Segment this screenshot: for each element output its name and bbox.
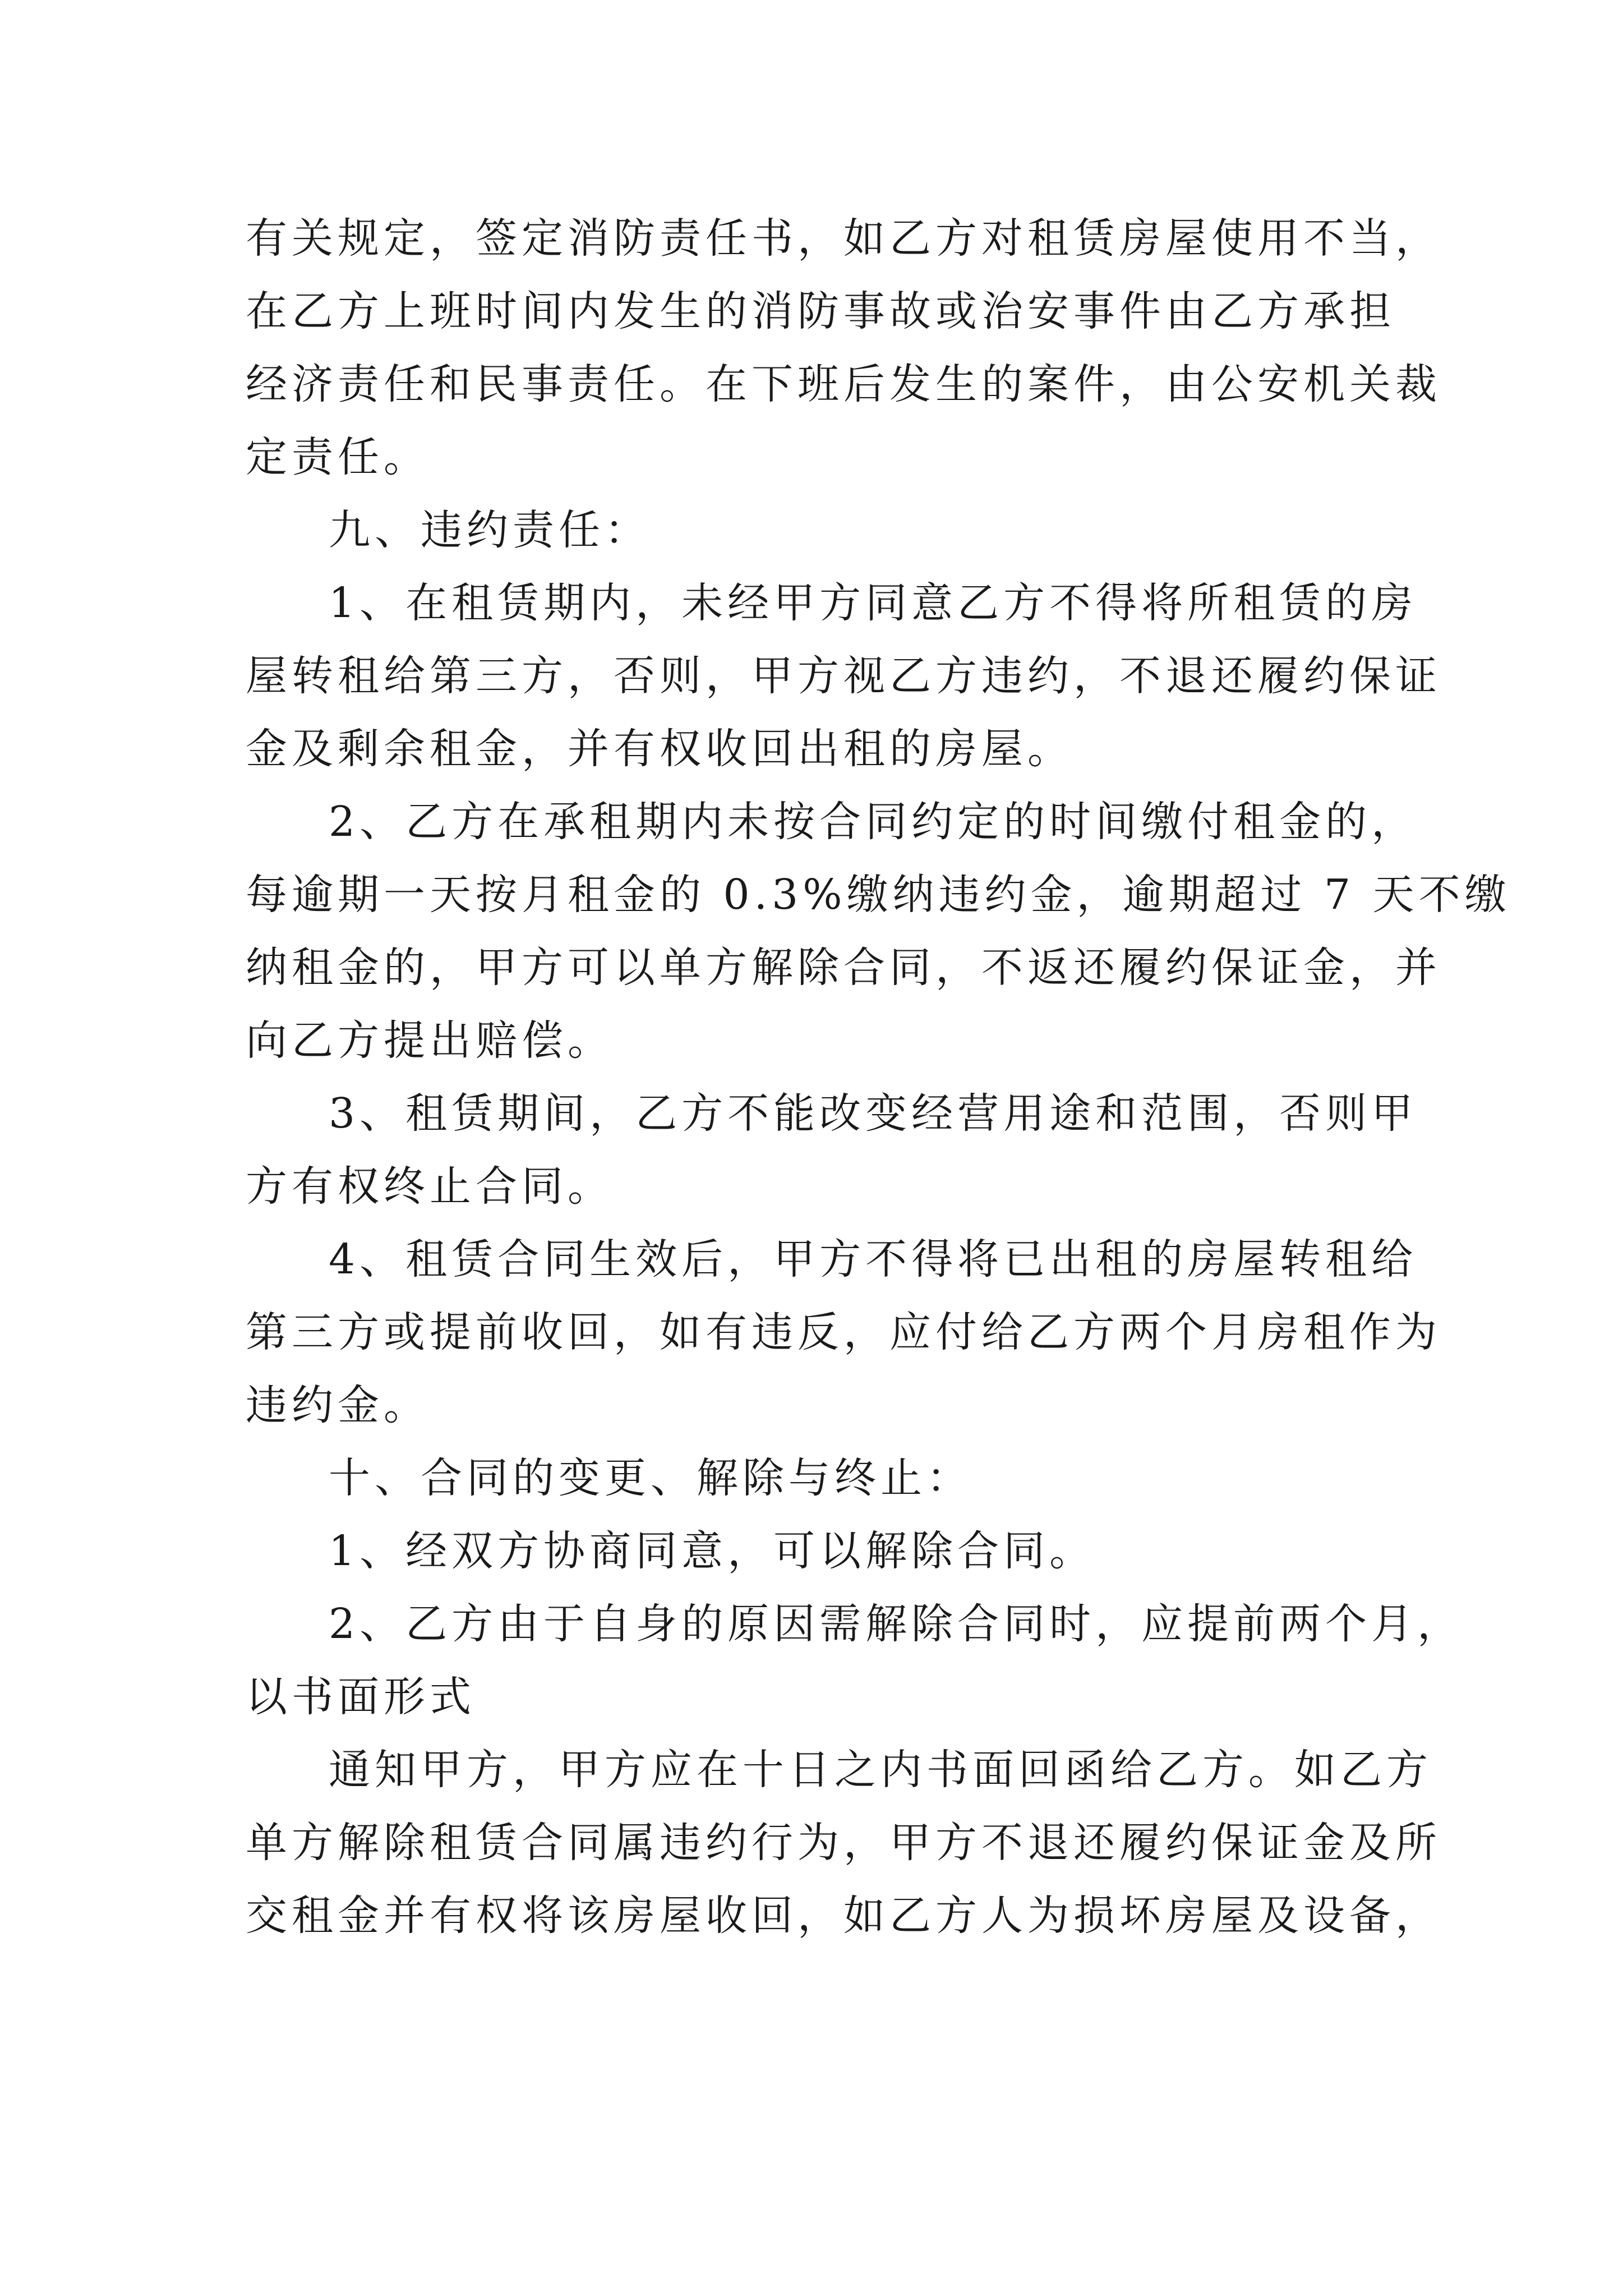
text-line: 2、乙方在承租期内未按合同约定的时间缴付租金的， xyxy=(329,798,1418,846)
text-line: 2、乙方由于自身的原因需解除合同时，应提前两个月， xyxy=(329,1600,1464,1648)
text-line: 经济责任和民事责任。在下班后发生的案件，由公安机关裁 xyxy=(246,360,1441,408)
text-line: 方有权终止合同。 xyxy=(246,1162,614,1211)
text-line: 交租金并有权将该房屋收回，如乙方人为损坏房屋及设备， xyxy=(246,1892,1441,1940)
text-line: 纳租金的，甲方可以单方解除合同，不返还履约保证金，并 xyxy=(246,944,1441,992)
text-line: 屋转租给第三方，否则，甲方视乙方违约，不退还履约保证 xyxy=(246,652,1441,700)
text-line: 1、经双方协商同意，可以解除合同。 xyxy=(329,1527,1096,1575)
text-line: 有关规定，签定消防责任书，如乙方对租赁房屋使用不当， xyxy=(246,214,1441,263)
section-heading: 九、违约责任： xyxy=(329,506,651,554)
text-line: 3、租赁期间，乙方不能改变经营用途和范围，否则甲 xyxy=(329,1089,1418,1138)
text-line: 以书面形式 xyxy=(246,1673,476,1721)
section-heading: 十、合同的变更、解除与终止： xyxy=(329,1454,972,1502)
text-line: 第三方或提前收回，如有违反，应付给乙方两个月房租作为 xyxy=(246,1308,1441,1356)
text-line: 在乙方上班时间内发生的消防事故或治安事件由乙方承担 xyxy=(246,287,1395,335)
text-line: 4、租赁合同生效后，甲方不得将已出租的房屋转租给 xyxy=(329,1235,1418,1283)
text-line: 金及剩余租金，并有权收回出租的房屋。 xyxy=(246,725,1073,773)
text-line: 单方解除租赁合同属违约行为，甲方不退还履约保证金及所 xyxy=(246,1819,1441,1867)
text-line: 每逾期一天按月租金的 0.3%缴纳违约金，逾期超过 7 天不缴 xyxy=(246,871,1511,919)
text-line: 1、在租赁期内，未经甲方同意乙方不得将所租赁的房 xyxy=(329,579,1418,627)
text-line: 违约金。 xyxy=(246,1381,430,1429)
text-line: 向乙方提出赔偿。 xyxy=(246,1016,614,1065)
text-line: 定责任。 xyxy=(246,433,430,481)
text-line: 通知甲方，甲方应在十日之内书面回函给乙方。如乙方 xyxy=(329,1746,1432,1794)
